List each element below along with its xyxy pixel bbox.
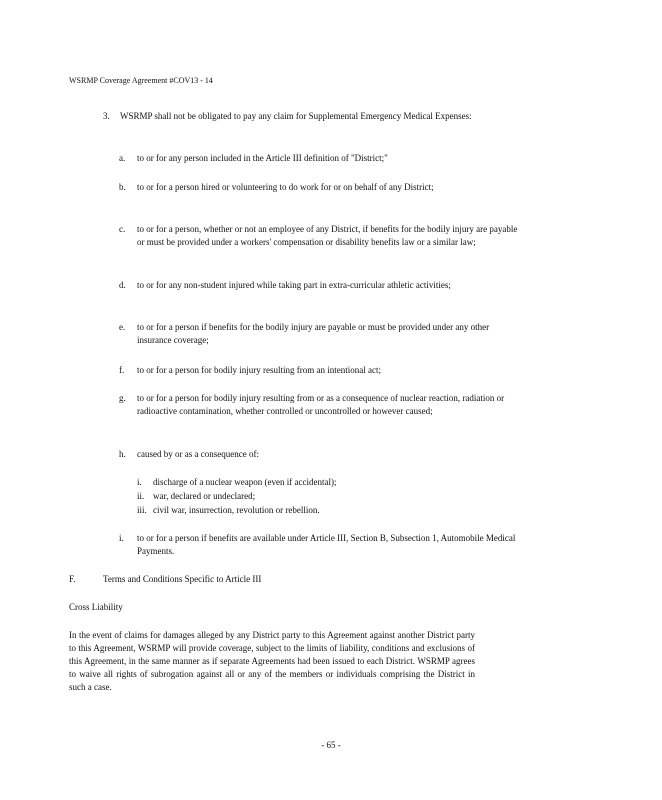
list-item-i	[119, 532, 519, 558]
subheading-cross-liability: Cross Liability	[69, 602, 123, 612]
list-marker: f.	[119, 365, 125, 375]
list-item-c	[119, 223, 519, 249]
list-item-text: to or for a person if benefits for the bodily injury are payable or must be provided under any other insurance coverage;	[137, 322, 490, 345]
list-marker: g.	[119, 393, 126, 403]
list-item-g	[119, 392, 519, 418]
list-item-text: to or for a person, whether or not an employee of any District, if benefits for the bodily injury are payable or must be provided under a workers' compensation or disability benefits law or a similar law;	[137, 224, 518, 247]
list-item-text: to or for a person if benefits are available under Article III, Section B, Subsection 1, Automobile Medical Payments.	[137, 533, 516, 556]
item-3-number: 3.	[103, 111, 110, 121]
sublist-item-iii	[137, 504, 457, 517]
list-item-text: discharge of a nuclear weapon (even if accidental);	[153, 477, 337, 487]
list-item-f	[119, 364, 519, 377]
list-item-d	[119, 279, 519, 292]
list-item-text: to or for any non-student injured while taking part in extra-curricular athletic activities;	[137, 280, 451, 290]
list-item-text: war, declared or undeclared;	[153, 491, 256, 501]
list-marker: i.	[119, 533, 124, 543]
body-paragraph: In the event of claims for damages alleged by any District party to this Agreement against another District party to this Agreement, WSRMP will provide coverage, subject to the limits of liability, conditions and exclusions of this Agreement, in the same manner as if separate Agreements had been issued to each District. WSRMP agrees to waive all rights of subrogation against all or any of the members or individuals comprising the District in such a case.	[69, 630, 475, 692]
sublist-item-i	[137, 476, 457, 489]
list-marker: ii.	[137, 491, 145, 501]
list-item-e	[119, 321, 519, 347]
item-3	[103, 110, 503, 123]
page-number: - 65 -	[321, 740, 341, 750]
item-3-text: WSRMP shall not be obligated to pay any claim for Supplemental Emergency Medical Expenses:	[120, 111, 472, 121]
list-item-a	[119, 152, 519, 165]
list-marker: iii.	[137, 505, 147, 515]
sublist-item-ii	[137, 490, 457, 503]
list-item-text: caused by or as a consequence of:	[137, 449, 259, 459]
list-marker: c.	[119, 224, 126, 234]
list-marker: a.	[119, 153, 126, 163]
list-marker: b.	[119, 182, 126, 192]
list-marker: i.	[137, 477, 142, 487]
list-item-text: to or for a person for bodily injury resulting from an intentional act;	[137, 365, 381, 375]
list-item-h	[119, 448, 519, 461]
page-header: WSRMP Coverage Agreement #COV13 - 14	[69, 76, 213, 85]
list-item-text: to or for any person included in the Article III definition of "District;"	[137, 153, 388, 163]
list-item-b	[119, 181, 519, 194]
list-item-text: civil war, insurrection, revolution or rebellion.	[153, 505, 320, 515]
list-item-text: to or for a person hired or volunteering to do work for or on behalf of any District;	[137, 182, 434, 192]
list-marker: d.	[119, 280, 126, 290]
section-marker: F.	[69, 574, 76, 584]
section-title: Terms and Conditions Specific to Article III	[103, 574, 262, 584]
list-item-text: to or for a person for bodily injury resulting from or as a consequence of nuclear reaction, radiation or radioactive contamination, whether controlled or uncontrolled or however caused;	[137, 393, 505, 416]
list-marker: h.	[119, 449, 126, 459]
list-marker: e.	[119, 322, 126, 332]
